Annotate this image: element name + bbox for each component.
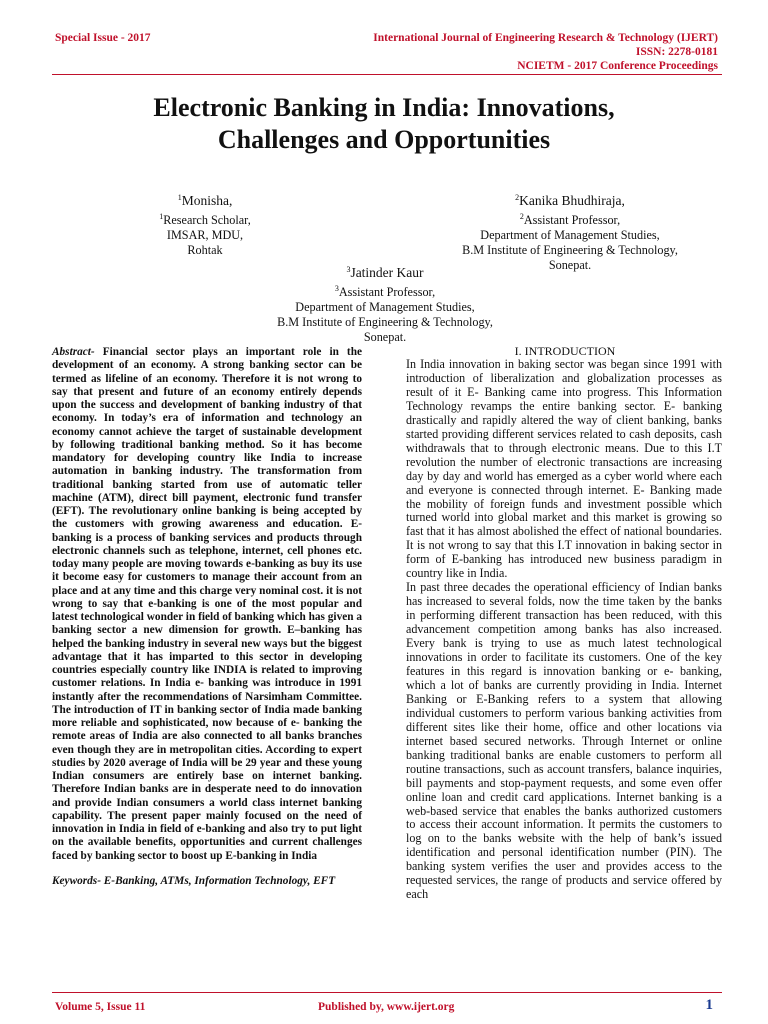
- author-3-affiliation: B.M Institute of Engineering & Technology,: [277, 315, 493, 330]
- author-1-affiliation: IMSAR, MDU,: [166, 228, 244, 243]
- author-1-name: Monisha,: [181, 193, 233, 209]
- section-heading-introduction: I. INTRODUCTION: [514, 344, 616, 358]
- author-3-affiliation: Assistant Professor,: [338, 285, 436, 300]
- intro-paragraph: In past three decades the operational efficiency of Indian banks has increased to several folds, now the time taken by the banks in performing different transaction has been reduced, with this advancement competition among banks has also increased. Every bank is trying to use as much latest technological innovations in order to facilitate its customers. One of the key features in this regard is innovation banking or e- banking, which a lot of banks are currently providing in India. Internet Banking or E-Banking refers to a system that allowing individual customers to perform various banking activities from different sites like their home, office and other locations via internet based secured networks. Through Internet or online banking traditional banks are enable customers to perform all routine transactions, such as account transfers, balance inquiries, bill payments and stop-payment requests, and some even offer online loan and credit card applications. Internet banking is a web-based service that enables the banks authorized customers to access their account information. It permits the customers to log on to the banks website with the help of bank’s issued identification and personal identification number (PIN). The banking system verifies the user and provides access to the requested services, the range of products and service offered by each: [406, 580, 722, 902]
- page-number: 1: [705, 997, 713, 1013]
- issn: ISSN: 2278-0181: [635, 46, 718, 58]
- author-3-sup: 3: [346, 265, 351, 274]
- title-line-2: Challenges and Opportunities: [217, 125, 551, 154]
- author-2-affiliation: Sonepat.: [548, 258, 592, 273]
- header-rule: [52, 74, 722, 75]
- author-1: [120, 190, 290, 258]
- footer-volume: Volume 5, Issue 11: [55, 1001, 146, 1013]
- author-3-affiliation: Department of Management Studies,: [295, 300, 475, 315]
- author-3: [230, 262, 540, 345]
- author-2-affiliation: Assistant Professor,: [523, 213, 621, 228]
- footer-publisher: Published by, www.ijert.org: [318, 1001, 455, 1013]
- keywords: Keywords- E-Banking, ATMs, Information Technology, EFT: [52, 875, 336, 887]
- author-2-name: Kanika Bhudhiraja,: [519, 193, 625, 209]
- author-3-affiliation: Sonepat.: [363, 330, 407, 345]
- author-3-aff-sup: 3: [334, 284, 339, 294]
- header-journal-block: [373, 31, 718, 73]
- journal-name: International Journal of Engineering Research & Technology (IJERT): [373, 32, 718, 44]
- conference-name: NCIETM - 2017 Conference Proceedings: [517, 60, 718, 72]
- author-2-aff-sup: 2: [519, 212, 524, 222]
- author-1-affiliation: Rohtak: [187, 243, 223, 258]
- abstract-label: Abstract-: [52, 346, 95, 358]
- intro-paragraph: In India innovation in baking sector was began since 1991 with introduction of liberalization and globalization processes as result of it E- Banking came into progress. This Information Technology revamps the entire banking sector. E- banking drastically and rapidly altered the way of client banking, banks started providing different services related to cash deposits, cash withdrawals that to through electronic means. Due to this I.T revolution the number of electronic transactions are increasing day by day and world has emerged as a cyber world where each and everyone is connected through internet. E- Banking made the mobility of foreign funds and investment possible which turned world into global market and this market is growing so fast that it has almost abolished the effect of national boundaries. It is not wrong to say that this I.T innovation in baking sector in form of E-banking has introduced new business paradigm in country like in India.: [406, 357, 722, 581]
- paper-title: [40, 92, 728, 156]
- abstract: [52, 346, 362, 863]
- title-line-1: Electronic Banking in India: Innovations,: [153, 93, 615, 122]
- abstract-text: Financial sector plays an important role in the development of an economy. A strong banking sector can be termed as lifeline of an economy. Therefore it is not wrong to say that present and future of an economy entirely depends upon the success and development of banking industry of that economy. In today’s era of information and technology an economy cannot achieve the target of sustainable development by following traditional banking method. So it has become mandatory for developing country like India to increase automation in banking industry. The transformation from traditional banking started from use of automatic teller machine (ATM), direct bill payment, electronic fund transfer (EFT). The revolutionary online banking is being accepted by the customers with growing awareness and education. E-banking is a process of banking services and products through electronic channels such as telephone, internet, cell phones etc. today many people are moving towards e-banking as buy its use it become easy for customers to manage their account from an place and at any time and this charge very nominal cost. it is not wrong to say that e-banking is one of the most popular and latest technological wonder in field of banking which has given a banking sector a new dimension for growth. E–banking has helped the banking industry in several new ways but the biggest advantage that it has imparted to this sector in developing countries especially country like INDIA is related to improving customer relations. In India e- banking was introduce in 1991 instantly after the recommendations of Narsimham Committee. The introduction of IT in banking sector of India made banking more reliable and sophisticated, now because of e- banking the remote areas of India are also connected to all banks branches even though they are in metropolitan cities. According to expert studies by 2020 average of India will be 29 year and these young Indian consumers are entirely base on internet banking. Therefore Indian banks are in desperate need to do innovation and provide Indian consumers a world class internet banking capability. The present paper mainly focused on the need of innovation in India in field of e-banking and also try to put light on the available benefits, opportunities and current challenges faced by banking sector to boost up E-banking in India: [52, 346, 362, 862]
- author-2-affiliation: Department of Management Studies,: [480, 228, 660, 243]
- author-1-sup: 1: [177, 193, 182, 202]
- author-2-sup: 2: [515, 193, 520, 202]
- footer-rule: [52, 992, 722, 993]
- header-special-issue: Special Issue - 2017: [55, 32, 151, 44]
- author-1-affiliation: Research Scholar,: [163, 213, 251, 228]
- introduction-body: [406, 358, 722, 902]
- author-3-name: Jatinder Kaur: [350, 265, 424, 281]
- author-1-aff-sup: 1: [159, 212, 164, 222]
- author-2: [410, 190, 730, 273]
- author-2-affiliation: B.M Institute of Engineering & Technology,: [462, 243, 678, 258]
